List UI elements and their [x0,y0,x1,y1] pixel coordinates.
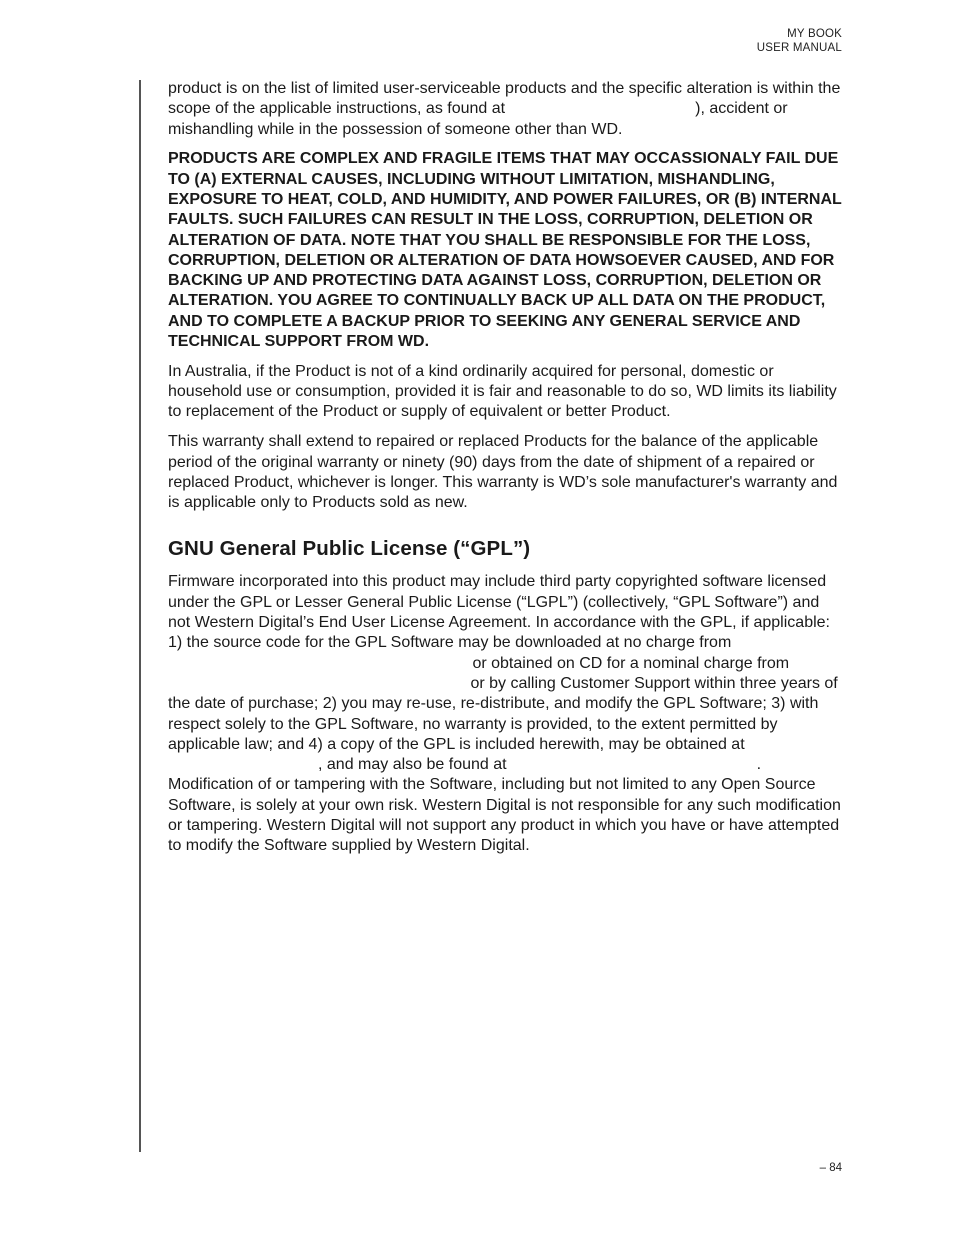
data-loss-disclaimer: PRODUCTS ARE COMPLEX AND FRAGILE ITEMS THAT MAY OCCASSIONALY FAIL DUE TO (A) EXTERNAL CAUSES, INCLUDING WITHOUT LIMITATION, MISHANDLING, EXPOSURE TO HEAT, COLD, AND HUMIDITY, AND POWER FAILURES, OR (B) INTERNAL FAULTS. SUCH FAILURES CAN RESULT IN THE LOSS, CORRUPTION, DELETION OR ALTERATION OF DATA. NOTE THAT YOU SHALL BE RESPONSIBLE FOR THE LOSS, CORRUPTION, DELETION OR ALTERATION OF DATA HOWSOEVER CAUSED, AND FOR BACKING UP AND PROTECTING DATA AGAINST LOSS, CORRUPTION, DELETION OR ALTERATION. YOU AGREE TO CONTINUALLY BACK UP ALL DATA ON THE PRODUCT, AND TO COMPLETE A BACKUP PRIOR TO SEEKING ANY GENERAL SERVICE AND TECHNICAL SUPPORT FROM WD. [168,150,842,351]
australia-paragraph: In Australia, if the Product is not of a kind ordinarily acquired for personal, domestic or household use or consumption, provided it is fair and reasonable to do so, WD limits its liability to replacement of the Product or supply of equivalent or better Product. [168,362,837,421]
gpl-text-5: . Modification of or tampering with the Software, including but not limited to any Open Source Software, is solely at your own risk. Western Digital is not responsible for any such modification or tampering. Western Digital will not support any product in which you have or have attempted to modify the Software supplied by Western Digital. [168,756,841,855]
header-manual-title: USER MANUAL [756,42,842,54]
link-gap [507,768,757,769]
margin-rule [139,80,141,1152]
warranty-text-1: product is on the list of limited user-serviceable products and the specific alteration is within the scope of the applicable instructions, as found at [168,80,841,118]
link-gap [168,687,466,688]
running-header [757,27,842,55]
warranty-extension-paragraph: This warranty shall extend to repaired or replaced Products for the balance of the applicable period of the original warranty or ninety (90) days from the date of shipment of a repaired or replaced Product, whichever is longer. This warranty is WD’s sole manufacturer's warranty and is applicable only to Products sold as new. [168,433,838,512]
gpl-text-3: or by calling Customer Support within three years of the date of purchase; 2) you may re-use, re-distribute, and modify the GPL Software; 3) with respect solely to the GPL Software, no warranty is provided, to the extent permitted by applicable law; and 4) a copy of the GPL is included herewith, may be obtained at [168,674,838,753]
header-product-name: MY BOOK [787,28,842,40]
gpl-paragraph [168,572,844,856]
link-gap [168,667,468,668]
page-content [168,79,844,866]
link-gap [168,768,318,769]
page-number: – 84 [819,1162,842,1174]
gpl-text-4: , and may also be found at [318,756,507,774]
link-gap [505,112,695,113]
warranty-paragraph-continued [168,79,844,140]
warranty-text-3: accident or mishandling while in the possession of someone other than WD. [168,100,788,138]
warranty-text-2: ), [695,100,705,118]
section-heading-gpl: GNU General Public License (“GPL”) [168,537,531,561]
gpl-text-2: or obtained on CD for a nominal charge from [472,654,790,672]
gpl-text-1: Firmware incorporated into this product may include third party copyrighted software licensed under the GPL or Lesser General Public License (“LGPL”) (collectively, “GPL Software”) and not Western Digital’s End User License Agreement. In accordance with the GPL, if applicable: 1) the source code for the GPL Software may be downloaded at no charge from [168,573,830,652]
